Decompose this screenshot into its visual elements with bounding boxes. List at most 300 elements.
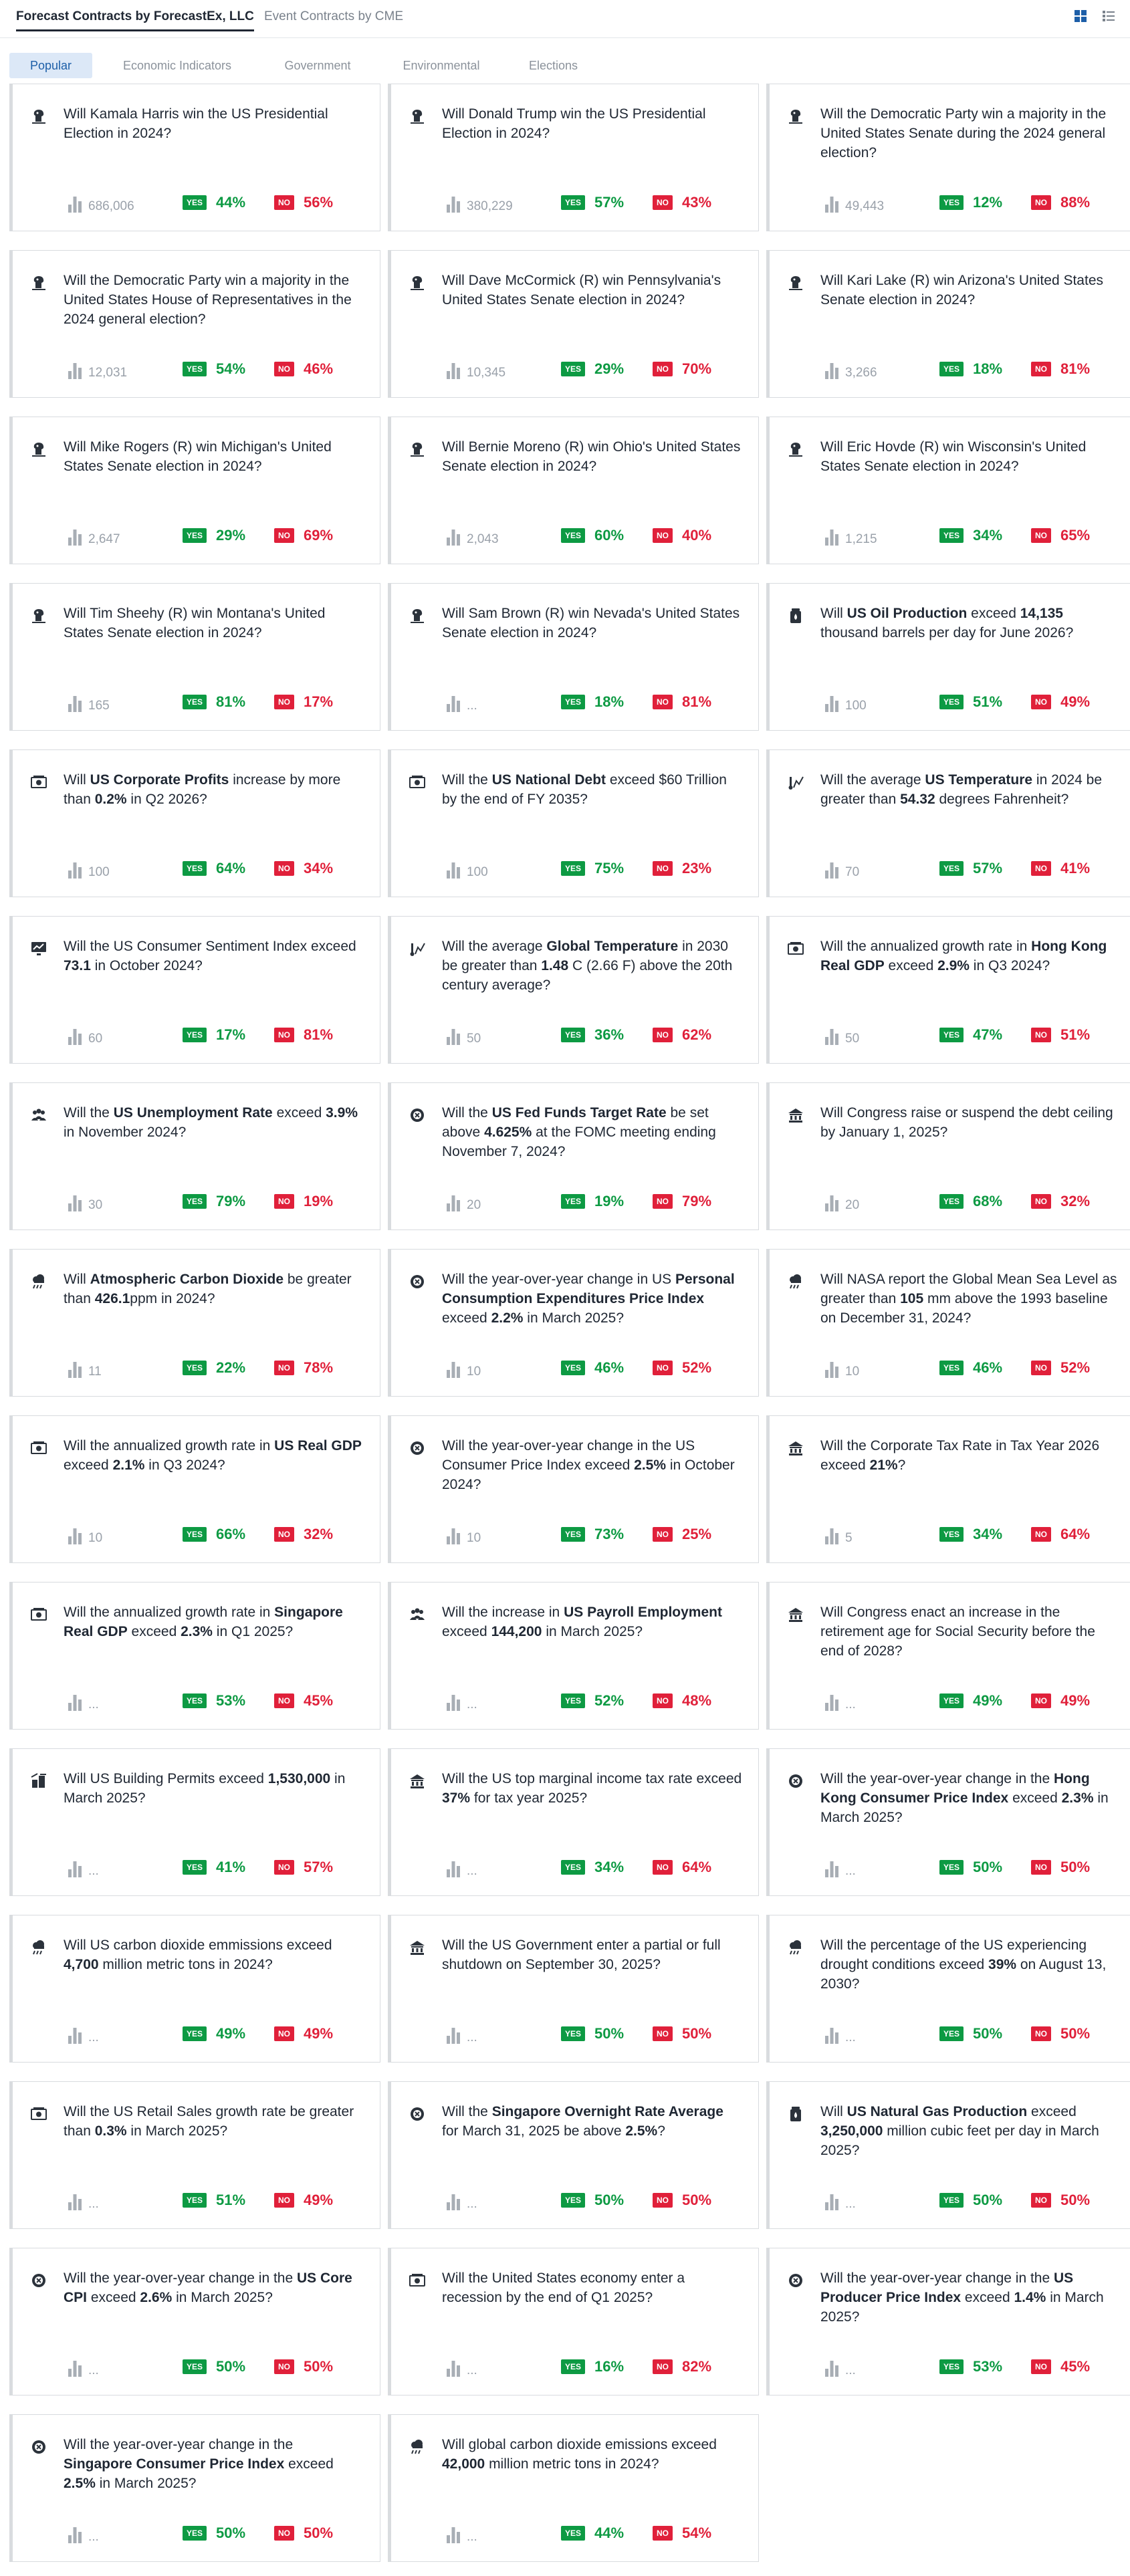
yes-badge[interactable]: YES [183,861,207,876]
contract-question[interactable]: Will the US Retail Sales growth rate be greater than 0.3% in March 2025? [64,2104,354,2139]
no-badge[interactable]: NO [274,1527,294,1542]
no-price[interactable]: 46% [304,360,334,377]
no-price[interactable]: 50% [682,2192,712,2208]
no-price[interactable]: 50% [304,2358,334,2375]
yes-badge[interactable]: YES [561,1028,585,1042]
contract-question[interactable]: Will global carbon dioxide emissions exceed 42,000 million metric tons in 2024? [442,2437,717,2472]
contract-question[interactable]: Will the Democratic Party win a majority in the United States Senate during the 2024 general election? [820,106,1107,160]
no-price[interactable]: 64% [682,1859,712,1875]
no-price[interactable]: 88% [1060,194,1091,211]
yes-price[interactable]: 50% [973,2192,1003,2208]
no-badge[interactable]: NO [274,1361,294,1375]
contract-card[interactable] [388,84,759,231]
contract-question[interactable]: Will the annualized growth rate in Singapore Real GDP exceed 2.3% in Q1 2025? [64,1605,343,1639]
no-price[interactable]: 51% [1060,1026,1091,1043]
contract-card[interactable] [766,1415,1130,1563]
yes-badge[interactable]: YES [561,1527,585,1542]
contract-question[interactable]: Will US Oil Production exceed 14,135 thousand barrels per day for June 2026? [820,606,1074,640]
yes-badge[interactable]: YES [561,861,585,876]
yes-badge[interactable]: YES [561,1194,585,1209]
no-badge[interactable]: NO [274,2026,294,2041]
no-price[interactable]: 49% [304,2025,334,2042]
contract-card[interactable] [388,2414,759,2562]
yes-price[interactable]: 18% [594,693,625,710]
yes-price[interactable]: 12% [973,194,1003,211]
category-elections[interactable]: Elections [528,59,578,72]
yes-price[interactable]: 60% [594,527,625,544]
yes-price[interactable]: 68% [973,1193,1003,1209]
yes-badge[interactable]: YES [561,2026,585,2041]
yes-price[interactable]: 22% [216,1359,246,1376]
volume-value: ... [467,2530,477,2544]
contract-card[interactable] [388,583,759,731]
yes-price[interactable]: 34% [594,1859,625,1875]
contract-card[interactable] [766,417,1130,564]
bar-chart-icon [68,2526,82,2543]
yes-badge[interactable]: YES [183,1028,207,1042]
yes-badge[interactable]: YES [183,1693,207,1708]
no-price[interactable]: 48% [682,1692,712,1709]
yes-badge[interactable]: YES [561,1860,585,1875]
contract-question[interactable]: Will the Corporate Tax Rate in Tax Year 2026 exceed 21%? [820,1438,1100,1473]
no-price[interactable]: 56% [304,194,334,211]
yes-badge[interactable]: YES [183,1527,207,1542]
yes-badge[interactable]: YES [939,2193,964,2208]
contract-card[interactable] [9,1915,380,2063]
yes-price[interactable]: 51% [216,2192,246,2208]
contract-card[interactable] [388,749,759,897]
people-icon [408,1605,427,1624]
yes-price[interactable]: 53% [216,1692,246,1709]
yes-price[interactable]: 16% [594,2358,625,2375]
yes-badge[interactable]: YES [183,2526,207,2541]
yes-badge[interactable]: YES [939,528,964,543]
no-badge[interactable]: NO [653,195,673,210]
no-price[interactable]: 19% [304,1193,334,1209]
no-badge[interactable]: NO [1031,1361,1051,1375]
yes-price[interactable]: 34% [973,1526,1003,1542]
contract-card[interactable] [9,1415,380,1563]
contract-card[interactable] [9,1582,380,1730]
yes-price[interactable]: 57% [973,860,1003,876]
contract-card[interactable] [9,749,380,897]
no-badge[interactable]: NO [274,2526,294,2541]
no-price[interactable]: 34% [304,860,334,876]
no-badge[interactable]: NO [1031,1028,1051,1042]
contract-card[interactable] [388,1082,759,1230]
no-price[interactable]: 41% [1060,860,1091,876]
yes-badge[interactable]: YES [939,1527,964,1542]
contract-question[interactable]: Will the annualized growth rate in US Real GDP exceed 2.1% in Q3 2024? [64,1438,362,1473]
no-badge[interactable]: NO [274,861,294,876]
money-icon [786,939,805,958]
yes-badge[interactable]: YES [183,195,207,210]
contract-question[interactable]: Will the US National Debt exceed $60 Trillion by the end of FY 2035? [442,772,727,807]
yes-badge[interactable]: YES [939,362,964,376]
tab-forecast-contracts[interactable]: Forecast Contracts by ForecastEx, LLC [16,7,254,31]
no-price[interactable]: 45% [1060,2358,1091,2375]
no-price[interactable]: 62% [682,1026,712,1043]
no-badge[interactable]: NO [1031,195,1051,210]
no-price[interactable]: 32% [304,1526,334,1542]
contract-card[interactable] [9,1748,380,1896]
contract-card[interactable] [388,2081,759,2229]
contract-question[interactable]: Will Sam Brown (R) win Nevada's United States Senate election in 2024? [442,606,740,640]
no-badge[interactable]: NO [653,2526,673,2541]
no-price[interactable]: 52% [682,1359,712,1376]
no-badge[interactable]: NO [274,1860,294,1875]
volume-value: ... [845,2197,856,2211]
fed-icon [408,1272,427,1291]
bar-chart-icon [68,2026,82,2044]
volume-value: 10 [467,1365,481,1379]
contract-question[interactable]: Will the US Unemployment Rate exceed 3.9% in November 2024? [64,1105,358,1140]
contract-card[interactable] [388,1748,759,1896]
no-badge[interactable]: NO [653,2026,673,2041]
contract-question[interactable]: Will the percentage of the US experiencing drought conditions exceed 39% on August 13, 2030? [820,1938,1107,1992]
no-badge[interactable]: NO [1031,2026,1051,2041]
yes-badge[interactable]: YES [561,2193,585,2208]
yes-price[interactable]: 54% [216,360,246,377]
grid-view-icon[interactable] [1074,9,1087,23]
yes-price[interactable]: 51% [973,693,1003,710]
contract-question[interactable]: Will Eric Hovde (R) win Wisconsin's United States Senate election in 2024? [820,439,1087,474]
no-badge[interactable]: NO [1031,1194,1051,1209]
yes-price[interactable]: 79% [216,1193,246,1209]
volume-value: 10 [845,1365,860,1379]
contract-card[interactable] [388,1915,759,2063]
bar-chart-icon [68,861,82,879]
contract-question[interactable]: Will US Corporate Profits increase by more than 0.2% in Q2 2026? [64,772,341,807]
yes-price[interactable]: 53% [973,2358,1003,2375]
no-price[interactable]: 43% [682,194,712,211]
list-view-icon[interactable] [1102,9,1115,23]
yes-price[interactable]: 44% [216,194,246,211]
yes-price[interactable]: 46% [594,1359,625,1376]
yes-price[interactable]: 52% [594,1692,625,1709]
yes-price[interactable]: 50% [216,2358,246,2375]
bar-chart-icon [68,1527,82,1544]
no-price[interactable]: 50% [304,2525,334,2541]
volume-value: 2,647 [88,532,120,546]
contract-question[interactable]: Will the annualized growth rate in Hong Kong Real GDP exceed 2.9% in Q3 2024? [820,939,1107,973]
contract-card[interactable] [388,417,759,564]
no-price[interactable]: 82% [682,2358,712,2375]
contract-question[interactable]: Will Congress raise or suspend the debt ceiling by January 1, 2025? [820,1105,1113,1140]
no-badge[interactable]: NO [1031,528,1051,543]
contract-card[interactable] [9,2248,380,2395]
contract-question[interactable]: Will Kamala Harris win the US Presidential Election in 2024? [64,106,328,141]
yes-badge[interactable]: YES [183,528,207,543]
yes-price[interactable]: 50% [973,1859,1003,1875]
no-price[interactable]: 57% [304,1859,334,1875]
no-price[interactable]: 81% [1060,360,1091,377]
contract-question[interactable]: Will the US Fed Funds Target Rate be set above 4.625% at the FOMC meeting ending November 7, 2024? [442,1105,716,1159]
no-price[interactable]: 32% [1060,1193,1091,1209]
contract-card[interactable] [9,250,380,398]
contract-card[interactable] [766,1748,1130,1896]
yes-price[interactable]: 50% [973,2025,1003,2042]
contract-card[interactable] [766,1249,1130,1397]
yes-badge[interactable]: YES [183,695,207,709]
yes-badge[interactable]: YES [939,1361,964,1375]
government-icon [786,1106,805,1125]
category-environmental[interactable]: Environmental [403,59,480,72]
contract-card[interactable] [766,749,1130,897]
volume-value: ... [467,699,477,713]
no-price[interactable]: 49% [304,2192,334,2208]
contract-card[interactable] [9,583,380,731]
no-badge[interactable]: NO [1031,695,1051,709]
bar-chart-icon [68,195,82,213]
no-price[interactable]: 17% [304,693,334,710]
yes-price[interactable]: 29% [216,527,246,544]
yes-badge[interactable]: YES [561,2526,585,2541]
yes-price[interactable]: 75% [594,860,625,876]
contract-question[interactable]: Will the increase in US Payroll Employment exceed 144,200 in March 2025? [442,1605,722,1639]
contract-card[interactable] [388,1249,759,1397]
no-price[interactable]: 79% [682,1193,712,1209]
yes-badge[interactable]: YES [939,1693,964,1708]
no-badge[interactable]: NO [653,1361,673,1375]
yes-badge[interactable]: YES [561,1361,585,1375]
no-price[interactable]: 50% [682,2025,712,2042]
contract-question[interactable]: Will the US Government enter a partial or full shutdown on September 30, 2025? [442,1938,721,1972]
money-icon [29,1605,48,1624]
contract-question[interactable]: Will US carbon dioxide emmissions exceed 4,700 million metric tons in 2024? [64,1938,332,1972]
yes-badge[interactable]: YES [561,195,585,210]
contract-question[interactable]: Will Kari Lake (R) win Arizona's United States Senate election in 2024? [820,273,1103,308]
tab-event-contracts[interactable]: Event Contracts by CME [264,9,404,23]
yes-badge[interactable]: YES [939,1860,964,1875]
contract-question[interactable]: Will the year-over-year change in the US Producer Price Index exceed 1.4% in March 2025? [820,2270,1104,2325]
contract-question[interactable]: Will US Building Permits exceed 1,530,000 in March 2025? [64,1771,346,1806]
bar-chart-icon [825,2026,838,2044]
no-price[interactable]: 49% [1060,693,1091,710]
contract-card[interactable] [9,2414,380,2562]
contract-card[interactable] [9,1082,380,1230]
contract-card[interactable] [766,2081,1130,2229]
no-badge[interactable]: NO [653,362,673,376]
contract-question[interactable]: Will Donald Trump win the US Presidential Election in 2024? [442,106,706,141]
yes-badge[interactable]: YES [939,1194,964,1209]
yes-price[interactable]: 18% [973,360,1003,377]
yes-price[interactable]: 50% [216,2525,246,2541]
contract-card[interactable] [766,84,1130,231]
no-badge[interactable]: NO [274,195,294,210]
yes-badge[interactable]: YES [183,2193,207,2208]
no-badge[interactable]: NO [653,528,673,543]
contract-question[interactable]: Will Congress enact an increase in the retirement age for Social Security before the end of 2028? [820,1605,1095,1659]
no-price[interactable]: 54% [682,2525,712,2541]
no-badge[interactable]: NO [653,1194,673,1209]
contract-card[interactable] [9,84,380,231]
contract-question[interactable]: Will NASA report the Global Mean Sea Level as greater than 105 mm above the 1993 baseline on December 31, 2024? [820,1272,1117,1326]
fed-icon [786,1772,805,1790]
contract-card[interactable] [9,2081,380,2229]
contract-question[interactable]: Will the average Global Temperature in 2030 be greater than 1.48 C (2.66 F) above the 20th century average? [442,939,733,993]
no-badge[interactable]: NO [274,2193,294,2208]
yes-price[interactable]: 73% [594,1526,625,1542]
yes-badge[interactable]: YES [183,1860,207,1875]
contract-question[interactable]: Will US Natural Gas Production exceed 3,250,000 million cubic feet per day in March 2025? [820,2104,1099,2158]
no-badge[interactable]: NO [653,2359,673,2374]
yes-price[interactable]: 49% [973,1692,1003,1709]
yes-price[interactable]: 66% [216,1526,246,1542]
yes-badge[interactable]: YES [561,362,585,376]
no-badge[interactable]: NO [274,695,294,709]
no-badge[interactable]: NO [653,1028,673,1042]
yes-price[interactable]: 34% [973,527,1003,544]
no-price[interactable]: 50% [1060,1859,1091,1875]
yes-badge[interactable]: YES [183,2026,207,2041]
yes-price[interactable]: 50% [594,2192,625,2208]
yes-badge[interactable]: YES [561,695,585,709]
no-price[interactable]: 23% [682,860,712,876]
no-price[interactable]: 49% [1060,1692,1091,1709]
no-price[interactable]: 65% [1060,527,1091,544]
no-price[interactable]: 50% [1060,2025,1091,2042]
no-price[interactable]: 45% [304,1692,334,1709]
contract-question[interactable]: Will the year-over-year change in US Personal Consumption Expenditures Price Index exceed 2.2% in March 2025? [442,1272,735,1326]
contract-card[interactable] [388,1582,759,1730]
volume-value: ... [88,2363,99,2377]
yes-badge[interactable]: YES [939,195,964,210]
yes-badge[interactable]: YES [561,1693,585,1708]
no-price[interactable]: 69% [304,527,334,544]
yes-price[interactable]: 17% [216,1026,246,1043]
bar-chart-icon [68,2359,82,2377]
category-economic-indicators[interactable]: Economic Indicators [122,59,232,72]
contract-question[interactable]: Will Bernie Moreno (R) win Ohio's United States Senate election in 2024? [442,439,741,474]
contract-card[interactable] [9,417,380,564]
yes-badge[interactable]: YES [939,695,964,709]
yes-badge[interactable]: YES [561,528,585,543]
contract-card[interactable] [766,1082,1130,1230]
no-price[interactable]: 81% [682,693,712,710]
contract-card[interactable] [766,250,1130,398]
fed-icon [408,2105,427,2123]
no-price[interactable]: 70% [682,360,712,377]
no-badge[interactable]: NO [1031,1527,1051,1542]
category-popular[interactable]: Popular [9,53,92,78]
yes-price[interactable]: 29% [594,360,625,377]
yes-badge[interactable]: YES [183,1361,207,1375]
yes-price[interactable]: 81% [216,693,246,710]
category-government[interactable]: Government [284,59,351,72]
yes-badge[interactable]: YES [183,2359,207,2374]
no-badge[interactable]: NO [274,1194,294,1209]
yes-price[interactable]: 44% [594,2525,625,2541]
no-badge[interactable]: NO [1031,2193,1051,2208]
no-badge[interactable]: NO [653,1693,673,1708]
yes-badge[interactable]: YES [939,2026,964,2041]
contract-question[interactable]: Will the US top marginal income tax rate exceed 37% for tax year 2025? [442,1771,742,1806]
no-badge[interactable]: NO [1031,861,1051,876]
contract-question[interactable]: Will Mike Rogers (R) win Michigan's United States Senate election in 2024? [64,439,332,474]
contract-question[interactable]: Will the US Consumer Sentiment Index exceed 73.1 in October 2024? [64,939,356,973]
contract-question[interactable]: Will Dave McCormick (R) win Pennsylvania's United States Senate election in 2024? [442,273,721,308]
contract-card[interactable] [9,1249,380,1397]
yes-badge[interactable]: YES [561,2359,585,2374]
yes-badge[interactable]: YES [939,2359,964,2374]
yes-price[interactable]: 46% [973,1359,1003,1376]
no-badge[interactable]: NO [1031,362,1051,376]
yes-badge[interactable]: YES [939,861,964,876]
no-badge[interactable]: NO [653,695,673,709]
contract-question[interactable]: Will the Democratic Party win a majority in the United States House of Representatives in the 2024 general election? [64,273,352,327]
no-badge[interactable]: NO [1031,2359,1051,2374]
no-badge[interactable]: NO [653,1860,673,1875]
yes-price[interactable]: 57% [594,194,625,211]
no-price[interactable]: 50% [1060,2192,1091,2208]
contract-card[interactable] [766,583,1130,731]
no-price[interactable]: 78% [304,1359,334,1376]
contract-card[interactable] [388,1415,759,1563]
yes-badge[interactable]: YES [183,1194,207,1209]
bar-chart-icon [825,2359,838,2377]
contract-card[interactable] [766,2248,1130,2395]
money-icon [29,773,48,792]
no-badge[interactable]: NO [274,528,294,543]
contract-question[interactable]: Will Tim Sheehy (R) win Montana's United States Senate election in 2024? [64,606,326,640]
yes-price[interactable]: 36% [594,1026,625,1043]
yes-price[interactable]: 64% [216,860,246,876]
contract-question[interactable]: Will Atmospheric Carbon Dioxide be greater than 426.1ppm in 2024? [64,1272,352,1306]
yes-price[interactable]: 49% [216,2025,246,2042]
no-badge[interactable]: NO [1031,1860,1051,1875]
no-badge[interactable]: NO [274,2359,294,2374]
volume-value: ... [88,1697,99,1712]
no-badge[interactable]: NO [274,1028,294,1042]
contract-question[interactable]: Will the Singapore Overnight Rate Average for March 31, 2025 be above 2.5%? [442,2104,723,2139]
yes-price[interactable]: 19% [594,1193,625,1209]
no-price[interactable]: 64% [1060,1526,1091,1542]
no-badge[interactable]: NO [274,1693,294,1708]
contract-question[interactable]: Will the year-over-year change in the US Consumer Price Index exceed 2.5% in October 2024? [442,1438,735,1492]
no-badge[interactable]: NO [653,861,673,876]
contract-card[interactable] [388,2248,759,2395]
no-price[interactable]: 40% [682,527,712,544]
contract-card[interactable] [766,916,1130,1064]
people-icon [29,1106,48,1125]
fed-icon [29,2271,48,2290]
bar-chart-icon [68,695,82,712]
no-badge[interactable]: NO [653,2193,673,2208]
no-price[interactable]: 25% [682,1526,712,1542]
no-badge[interactable]: NO [653,1527,673,1542]
contract-card[interactable] [766,1915,1130,2063]
yes-badge[interactable]: YES [939,1028,964,1042]
contract-card[interactable] [766,1582,1130,1730]
contract-question[interactable]: Will the year-over-year change in the US Core CPI exceed 2.6% in March 2025? [64,2270,352,2305]
no-price[interactable]: 81% [304,1026,334,1043]
contract-question[interactable]: Will the United States economy enter a recession by the end of Q1 2025? [442,2270,685,2305]
contract-card[interactable] [388,916,759,1064]
no-price[interactable]: 52% [1060,1359,1091,1376]
no-badge[interactable]: NO [274,362,294,376]
no-badge[interactable]: NO [1031,1693,1051,1708]
contract-card[interactable] [9,916,380,1064]
contract-card[interactable] [388,250,759,398]
yes-price[interactable]: 47% [973,1026,1003,1043]
contract-question[interactable]: Will the average US Temperature in 2024 be greater than 54.32 degrees Fahrenheit? [820,772,1103,807]
contract-question[interactable]: Will the year-over-year change in the Singapore Consumer Price Index exceed 2.5% in March 2025? [64,2437,334,2491]
yes-price[interactable]: 50% [594,2025,625,2042]
yes-price[interactable]: 41% [216,1859,246,1875]
yes-badge[interactable]: YES [183,362,207,376]
contract-question[interactable]: Will the year-over-year change in the Hong Kong Consumer Price Index exceed 2.3% in March 2025? [820,1771,1109,1825]
